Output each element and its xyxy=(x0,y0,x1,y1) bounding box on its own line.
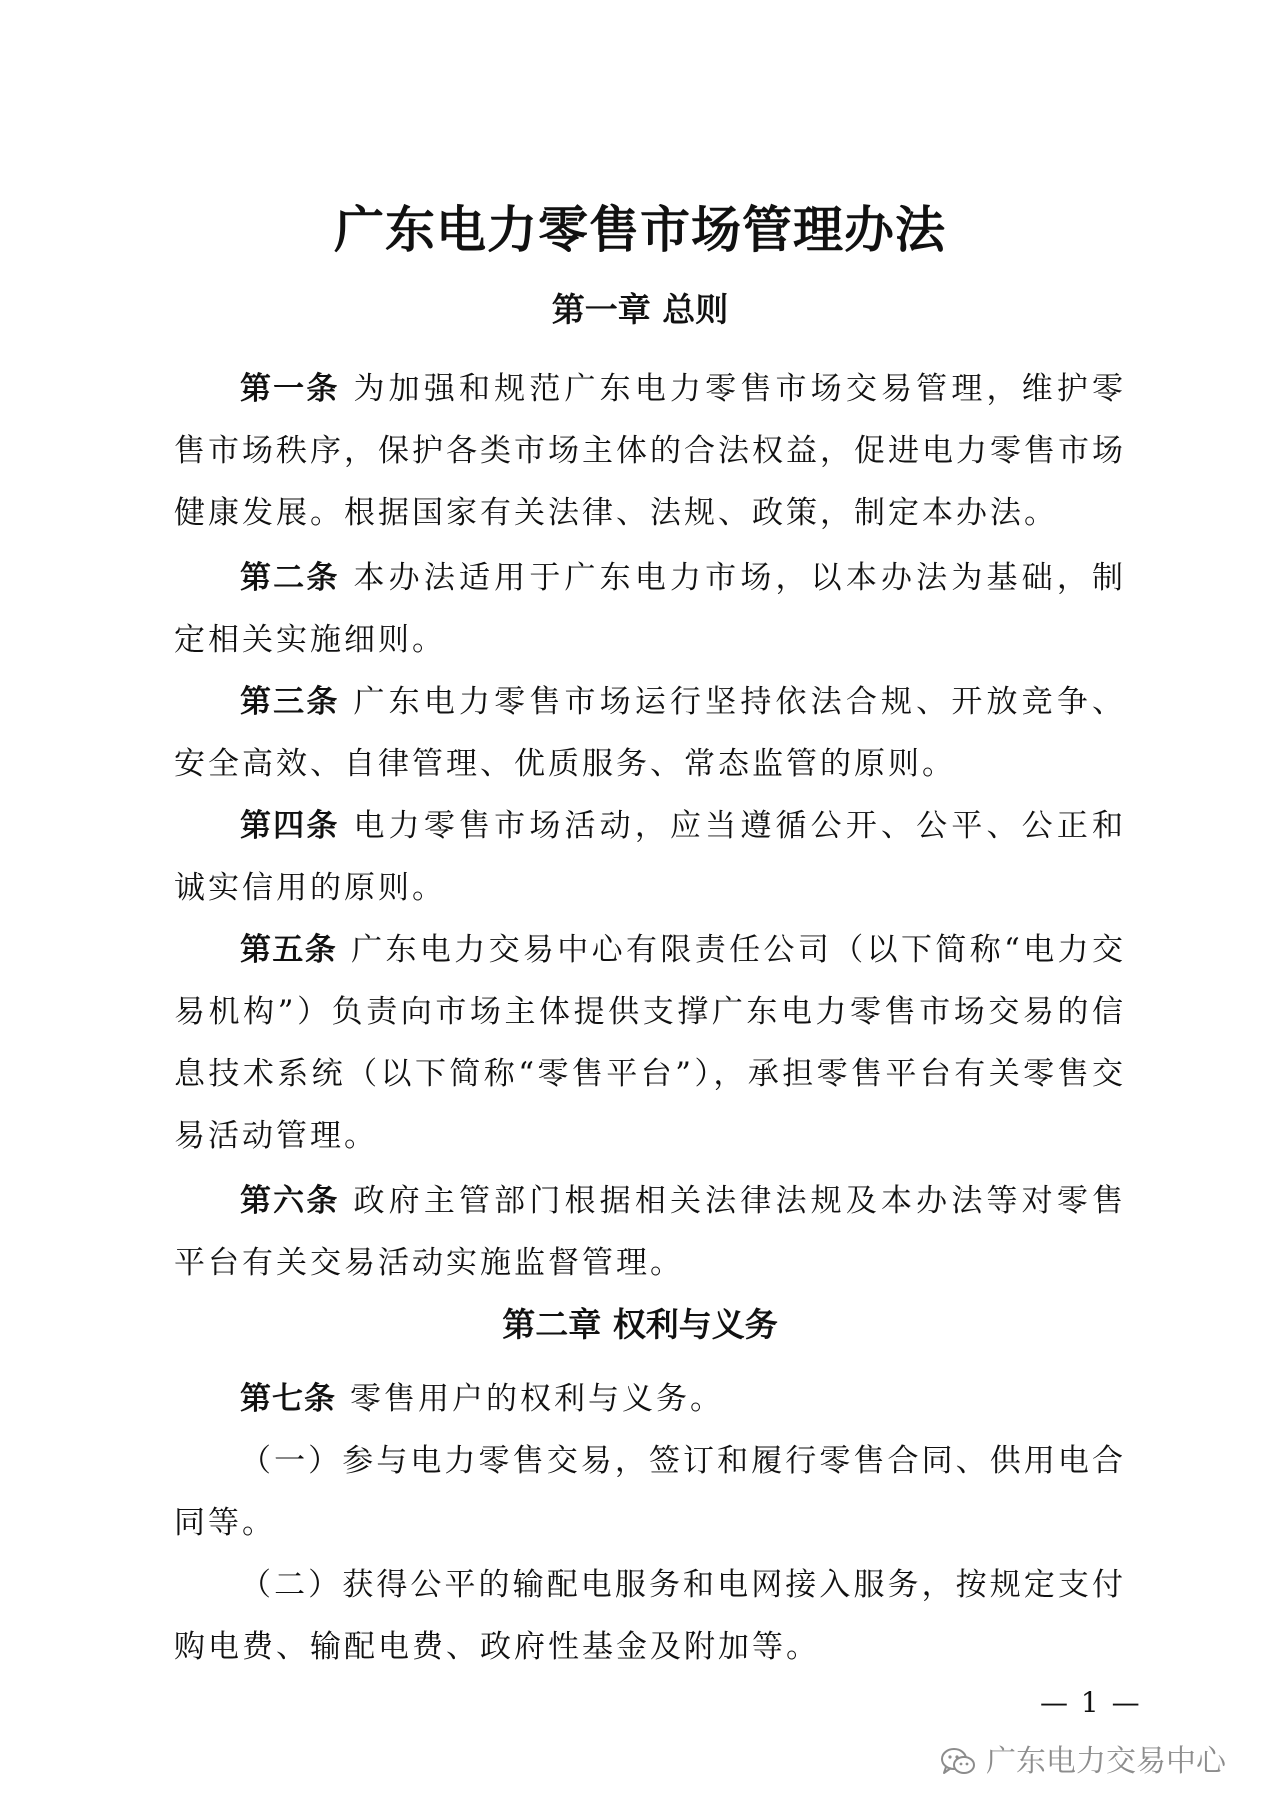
watermark-text: 广东电力交易中心 xyxy=(986,1744,1226,1779)
article-4 xyxy=(174,795,1126,919)
article-1 xyxy=(174,358,1126,544)
article-text: 政府主管部门根据相关法律法规及本办法等对零售平台有关交易活动实施监督管理。 xyxy=(174,1183,1126,1281)
article-text: 广东电力零售市场运行坚持依法合规、开放竞争、安全高效、自律管理、优质服务、常态监管的原则。 xyxy=(174,684,1126,782)
chapter-heading-1: 第一章 总则 xyxy=(551,290,729,329)
article-3 xyxy=(174,671,1126,795)
article-label: 第六条 xyxy=(240,1183,340,1219)
article-7 xyxy=(174,1368,1126,1430)
chapter-heading-2: 第二章 权利与义务 xyxy=(502,1305,778,1344)
article-text: 零售用户的权利与义务。 xyxy=(350,1381,724,1417)
article-text: 广东电力交易中心有限责任公司（以下简称“电力交易机构”）负责向市场主体提供支撑广东电力零售市场交易的信息技术系统（以下简称“零售平台”），承担零售平台有关零售交易活动管理。 xyxy=(174,932,1126,1154)
article-label: 第一条 xyxy=(240,371,340,407)
article-text: 为加强和规范广东电力零售市场交易管理，维护零售市场秩序，保护各类市场主体的合法权益，促进电力零售市场健康发展。根据国家有关法律、法规、政策，制定本办法。 xyxy=(174,371,1126,531)
article-label: 第三条 xyxy=(240,684,340,720)
article-label: 第五条 xyxy=(240,932,338,968)
article-6 xyxy=(174,1170,1126,1294)
article-label: 第二条 xyxy=(240,560,340,596)
article-2 xyxy=(174,547,1126,671)
article-text: 本办法适用于广东电力市场，以本办法为基础，制定相关实施细则。 xyxy=(174,560,1126,658)
document-title: 广东电力零售市场管理办法 xyxy=(334,200,946,259)
watermark xyxy=(940,1740,1226,1784)
list-item-2: （二）获得公平的输配电服务和电网接入服务，按规定支付购电费、输配电费、政府性基金及附加等。 xyxy=(174,1567,1126,1665)
wechat-icon xyxy=(940,1747,976,1777)
article-text: 电力零售市场活动，应当遵循公开、公平、公正和诚实信用的原则。 xyxy=(174,808,1126,906)
list-item-1: （一）参与电力零售交易，签订和履行零售合同、供用电合同等。 xyxy=(174,1443,1126,1541)
article-label: 第七条 xyxy=(240,1381,336,1417)
page-number: — 1 — xyxy=(1040,1686,1142,1719)
article-5 xyxy=(174,919,1126,1167)
article-label: 第四条 xyxy=(240,808,340,844)
